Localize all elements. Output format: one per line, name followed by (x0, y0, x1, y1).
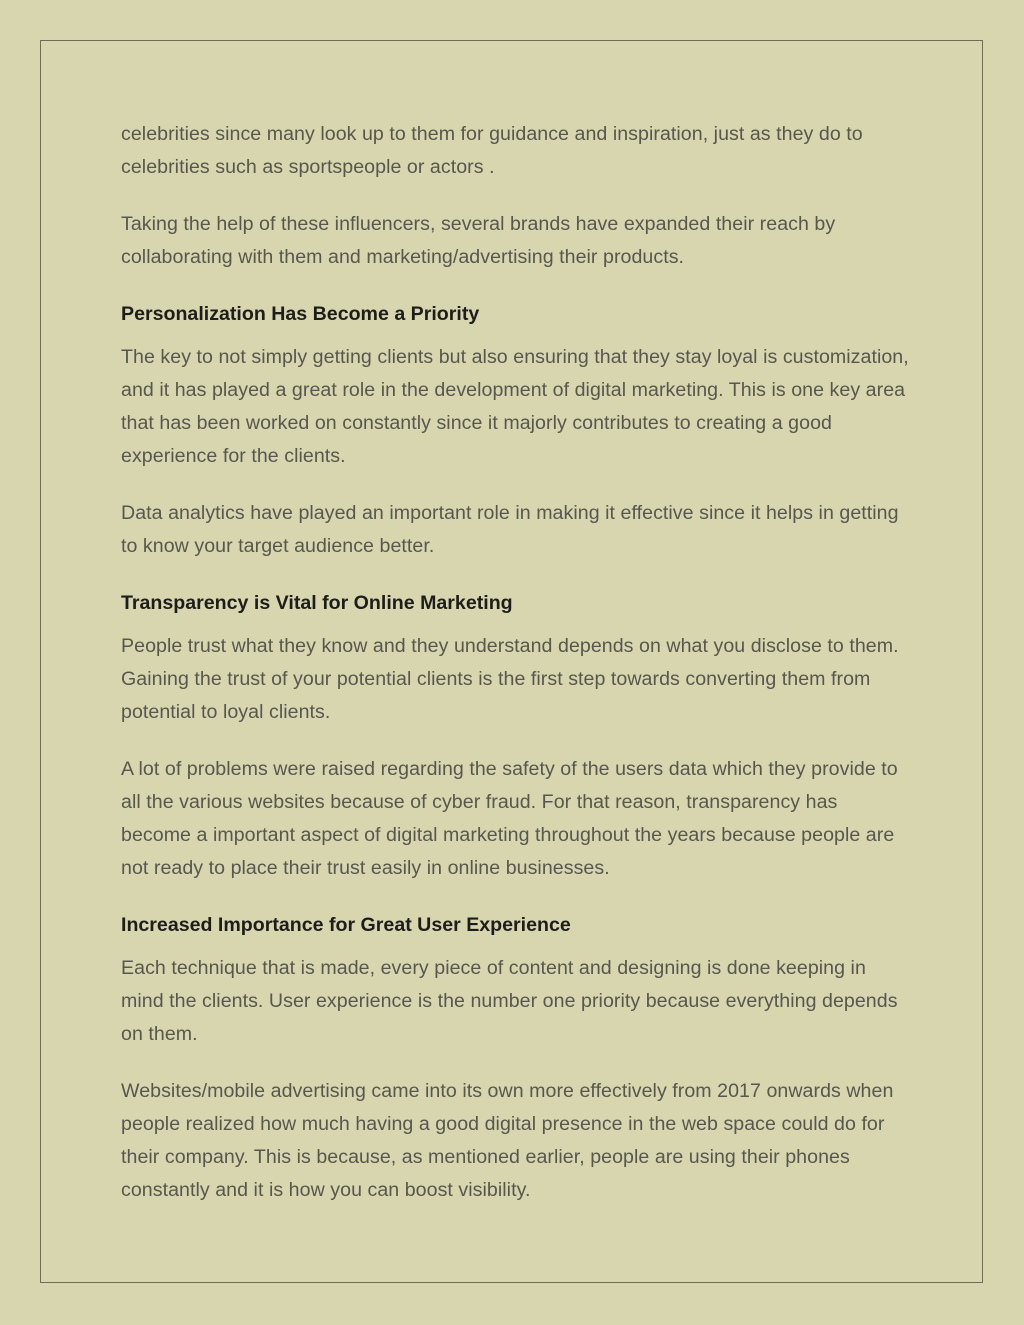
paragraph-technique: Each technique that is made, every piece of content and designing is done keeping in mind the clients. User experience is the number one priority because everything depends on them. (121, 957, 898, 1045)
paragraph-data-analytics: Data analytics have played an important role in making it effective since it helps in getting to know your target audience better. (121, 502, 899, 557)
heading-user-experience: Increased Importance for Great User Experience (121, 914, 571, 936)
paragraph-influencers: Taking the help of these influencers, several brands have expanded their reach by collaborating with them and marketing/advertising their products. (121, 213, 836, 268)
paragraph-trust: People trust what they know and they understand depends on what you disclose to them. Gaining the trust of your potential clients is the first step towards converting them from potential to loyal clients. (121, 635, 899, 723)
heading-transparency: Transparency is Vital for Online Marketing (121, 592, 513, 614)
heading-personalization: Personalization Has Become a Priority (121, 303, 480, 325)
paragraph-mobile-advertising: Websites/mobile advertising came into its own more effectively from 2017 onwards when people realized how much having a good digital presence in the web space could do for their company. This is because, as mentioned earlier, people are using their phones constantly and it is how you can boost visibility. (121, 1080, 894, 1201)
paragraph-customization: The key to not simply getting clients but also ensuring that they stay loyal is customization, and it has played a great role in the development of digital marketing. This is one key area that has been worked on constantly since it majorly contributes to creating a good experience for the clients. (121, 346, 909, 467)
paragraph-cyber-fraud: A lot of problems were raised regarding the safety of the users data which they provide to all the various websites because of cyber fraud. For that reason, transparency has become a important aspect of digital marketing throughout the years because people are not ready to place their trust easily in online businesses. (121, 758, 898, 879)
document-body (121, 118, 911, 1231)
paragraph-celebrities: celebrities since many look up to them for guidance and inspiration, just as they do to celebrities such as sportspeople or actors . (121, 123, 863, 178)
